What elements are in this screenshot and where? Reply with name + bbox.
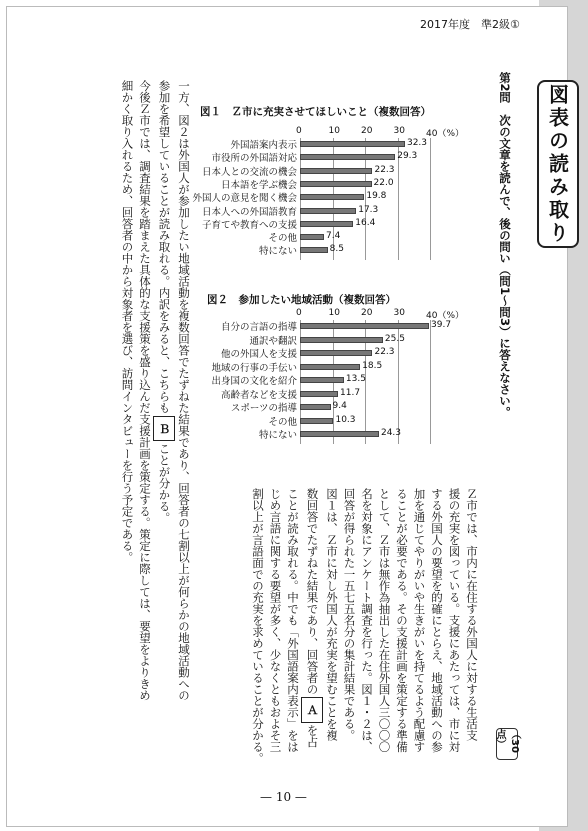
category-label: 出身国の文化を紹介 [211,376,297,387]
passage-line: ることが必要である。その支援計画を策定する準備 [395,488,409,753]
category-label: 他の外国人を支援 [220,349,297,360]
bar [300,323,429,329]
question-heading [497,72,513,502]
passage-paragraph-1 [249,488,481,788]
bar [300,221,353,227]
gridline [430,320,431,444]
value-label: 24.3 [380,428,402,438]
passage-line: する外国人の要望を的確にとらえ、地域活動への参 [430,488,444,753]
passage-line: ことが分かる。 [157,443,172,524]
bar [300,418,333,424]
category-label: 通訳や翻訳 [249,335,297,347]
passage-line: じめ言語に関する要望が多く、少なくともおよそ三 [268,488,283,753]
gridline [430,138,431,260]
category-label: その他 [268,233,297,245]
axis-tick-label: 10 [328,308,340,318]
passage-line: 加を通じてやりがいや生きがいを持てるよう配慮す [412,488,427,753]
bar [300,194,364,200]
bar [300,168,372,174]
bar [300,391,338,397]
question-number: 第2問 [498,72,512,104]
category-label: 特にない [258,430,297,441]
bar [300,431,379,437]
category-label: 地域の行事の手伝い [211,362,297,374]
value-label: 22.3 [374,164,395,175]
passage-line: 名を対象にアンケート調査を行った。図１・２は、 [360,488,374,753]
value-label: 29.3 [397,151,418,162]
passage-line: 一方、図２は外国人が参加したい地域活動を複数回答でたずねた結果であり、回答者の七割以上が何らかの地域活動への [177,80,191,701]
blank-a: Ａ [301,697,323,723]
bar [300,364,360,370]
value-label: 17.3 [358,204,379,215]
value-label: 13.5 [345,374,366,384]
axis-tick-label: 20 [361,308,373,318]
axis-tick-label: 0 [296,126,302,136]
axis-tick-label: 30 [393,308,405,318]
category-label: 自分の言語の指導 [220,322,297,333]
bar [300,247,328,253]
axis-tick-label: 40（%） [426,129,465,139]
value-label: 32.3 [406,138,428,148]
value-label: 11.7 [340,387,361,398]
passage-line: として、Ｚ市は無作為抽出した在住外国人三〇〇〇 [377,488,392,753]
bar [300,350,372,356]
category-label: 高齢者などを支援 [220,389,297,401]
passage-line: 回答が得られた一五七五名分の集計結果である。 [342,488,357,741]
category-label: 外国人の意見を聞く機会 [192,193,297,205]
figure2-title: 図２ 参加したい地域活動（複数回答） [207,294,396,306]
passage-line: 援の充実を図っている。支援にあたっては、市に対 [447,488,462,753]
value-label: 9.4 [332,401,347,411]
value-label: 25.5 [384,333,405,344]
figure1-title: 図１ Ｚ市に充実させてほしいこと（複数回答） [200,106,431,118]
value-label: 10.3 [335,414,356,425]
bar [300,154,395,160]
category-label: 日本人への外国語教育 [201,206,297,218]
value-label: 19.8 [366,191,387,202]
question-instruction: 次の文章を読んで、後の問い（問1〜問3）に答えなさい。 [498,114,512,419]
category-label: 子育てや教育への支援 [201,219,297,231]
category-label: 特にない [258,246,297,258]
category-label: 外国語案内表示 [230,140,297,151]
passage-line: 割以上が言語面での充実を求めていることが分かる。 [251,488,265,764]
bar [300,208,356,214]
passage-line: ことが読み取れる。中でも「外国語案内表示」をは [286,488,300,753]
axis-tick-label: 10 [328,126,340,136]
axis-tick-label: 0 [296,308,302,318]
blank-b: Ｂ [153,416,175,442]
bar [300,337,383,343]
category-label: 日本語を学ぶ機会 [220,179,297,191]
category-label: その他 [268,416,297,428]
passage-line: 数回答でたずねた結果であり、回答者の [305,488,320,695]
bar [300,181,372,187]
value-label: 22.0 [373,177,394,188]
value-label: 8.5 [329,244,344,255]
passage-line: 今後Ｚ市では、調査結果を踏まえた具体的な支援策を盛り込んだ支援計画を策定する。策定に際しては、要望をよりきめ [138,80,152,701]
axis-tick-label: 20 [361,126,373,136]
value-label: 18.5 [362,360,383,371]
section-tab: 図表の読み取り [537,80,579,248]
passage-line: 図１は、Ｚ市に対し外国人が充実を望むことを複 [325,488,339,741]
value-label: 7.4 [326,231,341,242]
passage-line: 参加を希望していることが読み取れる。内訳をみると、こちらも [157,80,172,414]
passage-line: Ｚ市では、市内に在住する外国人に対する生活支 [465,488,479,741]
page-number: — 10 — [260,790,307,804]
category-label: 市役所の外国語対応 [211,153,297,165]
points-badge: （30点） [496,728,518,760]
bar [300,234,324,240]
value-label: 16.4 [355,217,376,228]
axis-tick-label: 40（%） [426,311,465,321]
value-label: 39.7 [431,320,452,330]
passage-paragraph-2 [118,80,192,780]
passage-line: 細かく取り入れるため、回答者の中から対象者を選び、訪問インタビューを行う予定である。 [120,80,135,563]
value-label: 22.3 [374,347,395,357]
category-label: 日本人との交流の機会 [201,166,297,178]
passage-line: を占 [305,724,320,748]
axis-tick-label: 30 [393,126,405,136]
bar [300,141,405,147]
page-header: 2017年度 準2級① [420,18,520,31]
bar [300,377,344,383]
category-label: スポーツの指導 [230,403,297,414]
bar [300,404,331,410]
